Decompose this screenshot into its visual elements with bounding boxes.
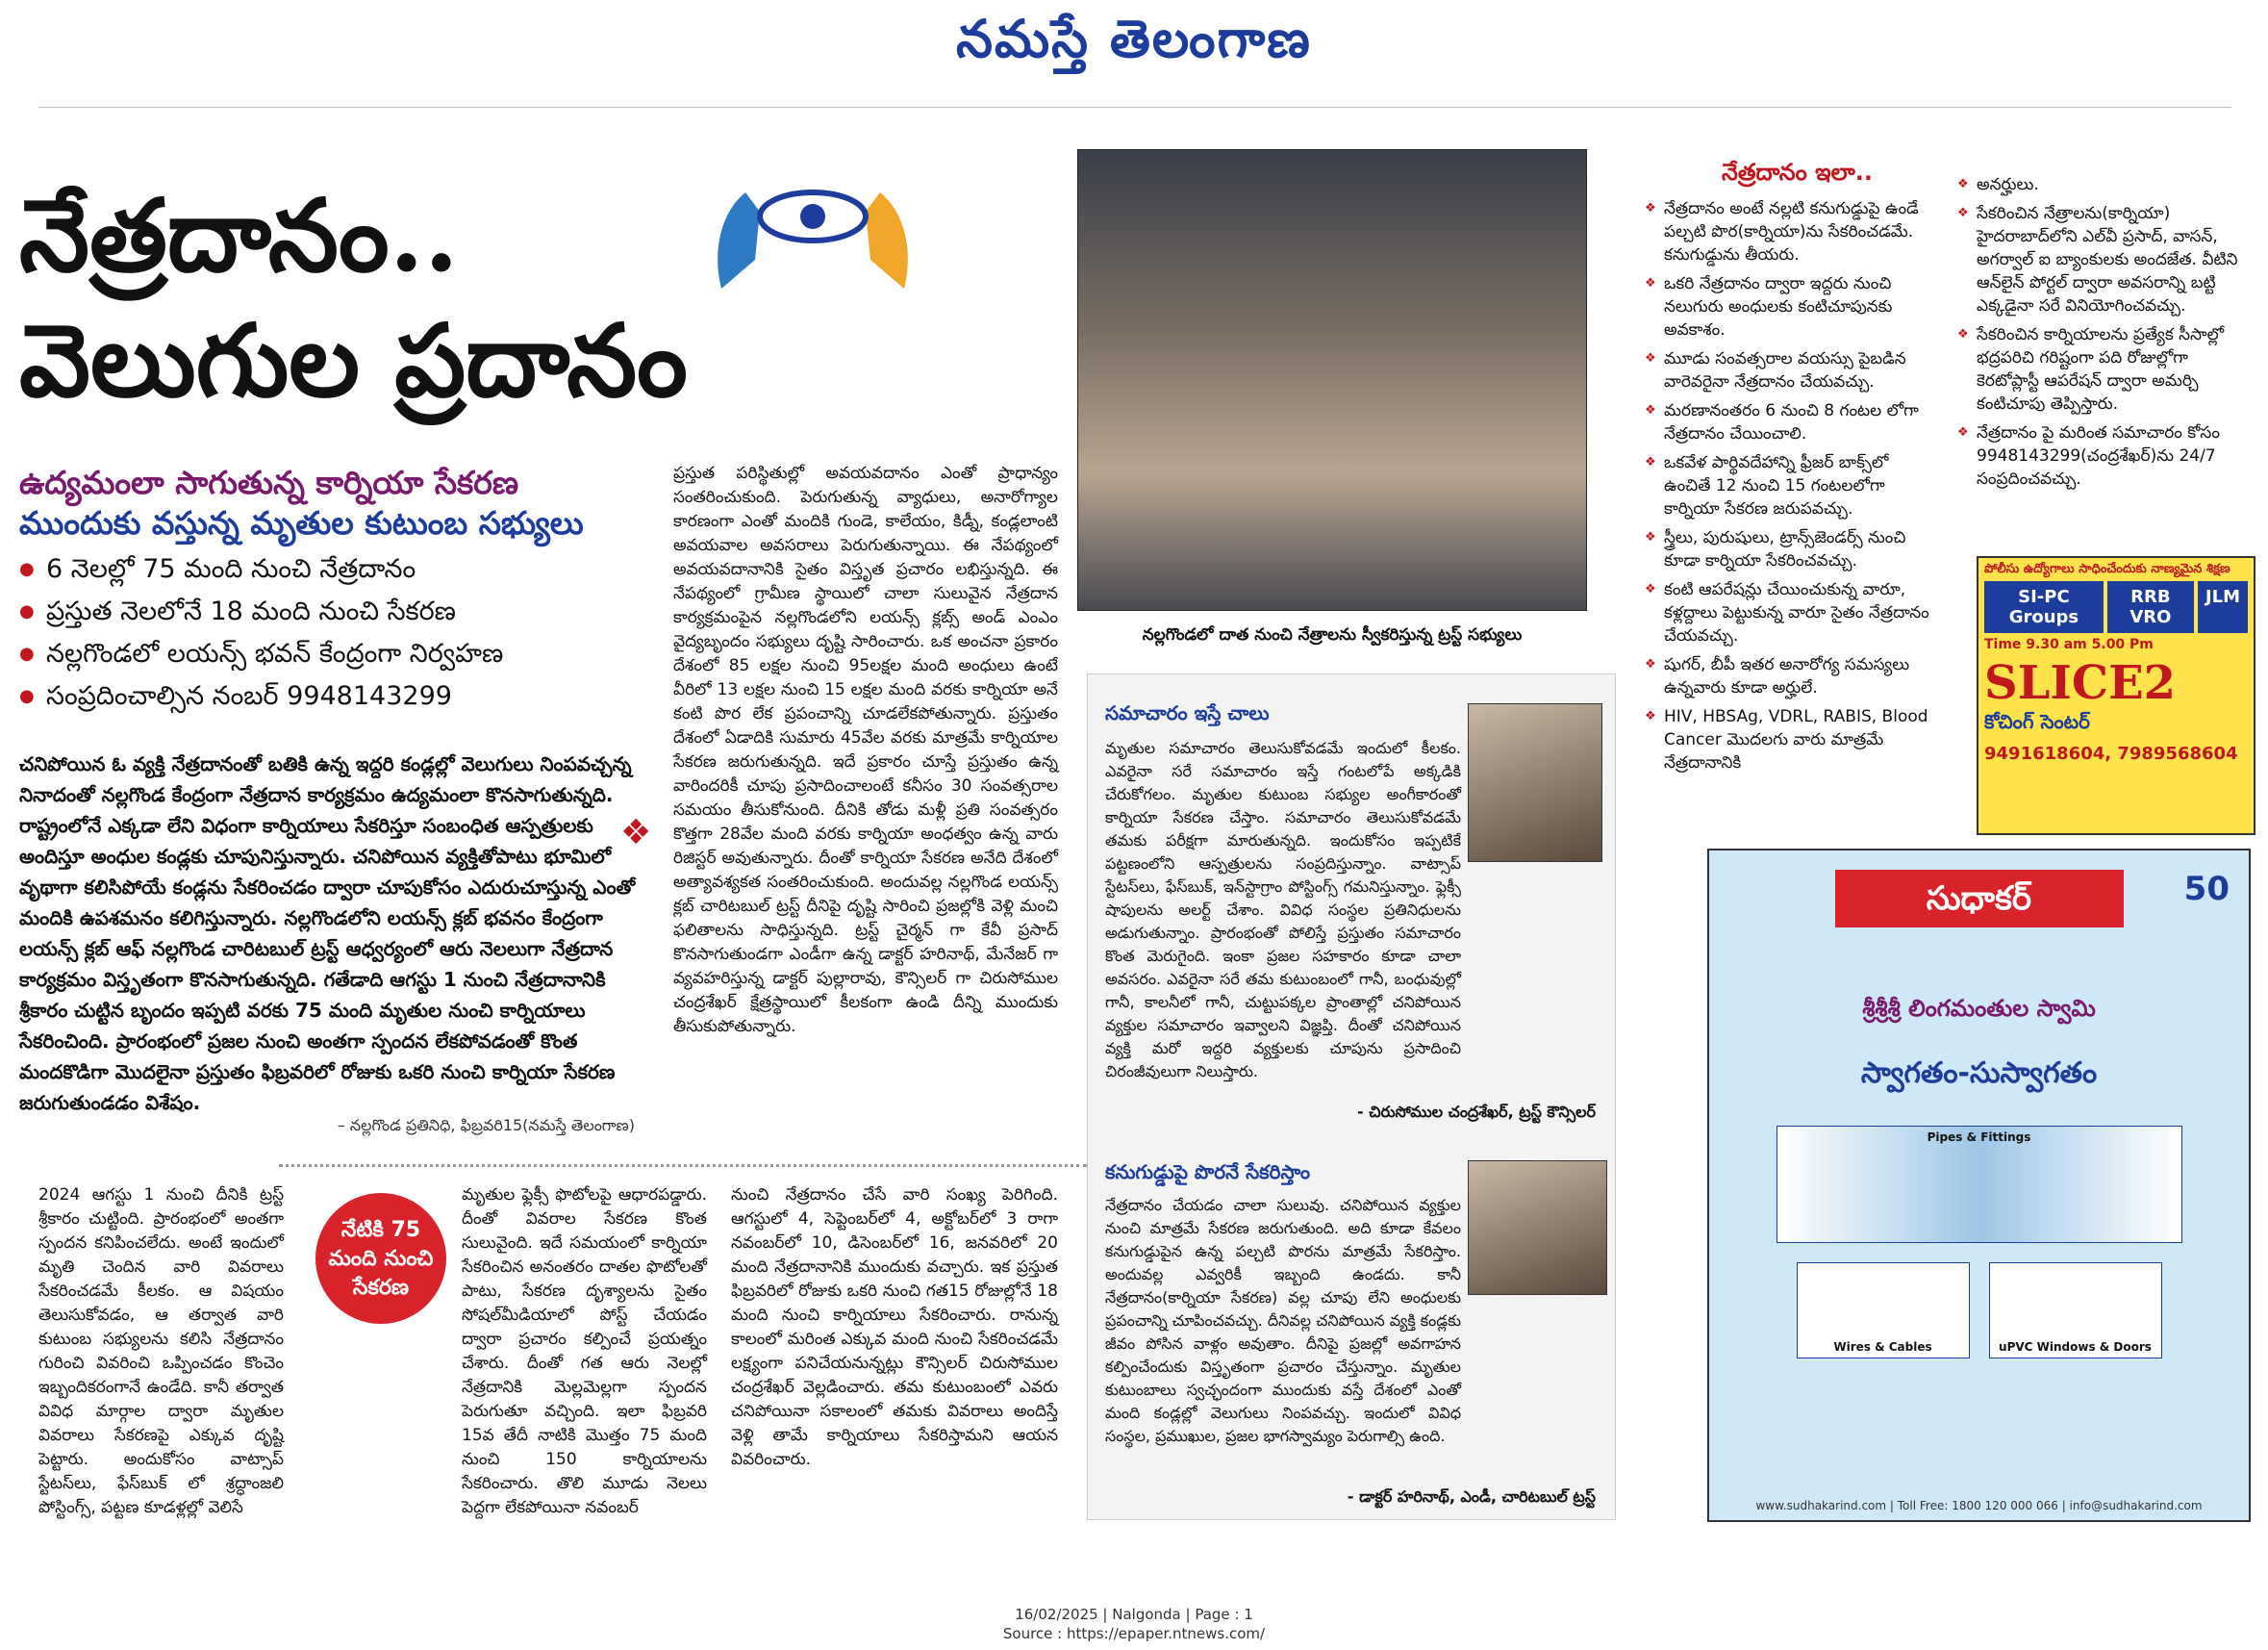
bullet-item: ● నల్లగొండలో లయన్స్ భవన్ కేంద్రంగా నిర్వహణ xyxy=(19,633,654,675)
dotted-divider xyxy=(279,1164,1087,1167)
list-item: ❖ నేత్రదానం పై మరింత సమాచారం కోసం 9948143299(చంద్రశేఖర్)ను 24/7 సంప్రదించవచ్చు. xyxy=(1957,421,2246,491)
netradanam-title: నేత్రదానం ఇలా.. xyxy=(1722,159,1874,186)
article-column-bottom-1: 2024 ఆగస్టు 1 నుంచి దీనికి ట్రస్ట్ శ్రీకారం చుట్టింది. ప్రారంభంలో అంతగా స్పందన కనిపించలేదు. అంటే ఇందులో మృతి చెందిన వారి వివరాలు సేకరించడమే కీలకం. ఆ విషయం తెలుసుకోవడం, ఆ తర్వాత వారి కుటుంబ సభ్యులను కలిసి నేత్రదానం గురించి వివరించి ఒప్పించడం కొంచెం ఇబ్బందికరంగానే ఉండేది. కానీ తర్వాత వివిధ మార్గాల ద్వారా మృతుల వివరాలు సేకరణపై ఎక్కువ దృష్టి పెట్టారు. అందుకోసం వాట్సాప్ స్టేటస్‌లు, ఫేస్‌బుక్ లో శ్రద్ధాంజలి పోస్టింగ్స్, పట్టణ కూడళ్లల్లో వెలిసే xyxy=(38,1185,284,1517)
ad-time: Time 9.30 am 5.00 Pm xyxy=(1984,637,2154,652)
list-item: ❖ ఒకరి నేత్రదానం ద్వారా ఇద్దరు నుంచి నలుగురు అంధులకు కంటిచూపునకు అవకాశం. xyxy=(1645,272,1933,342)
ad-brand: సుధాకర్ xyxy=(1835,870,2124,927)
headline-line-1: నేత్రదానం.. xyxy=(19,176,460,294)
highlight-bullets xyxy=(19,548,654,718)
list-item: ❖ మూడు సంవత్సరాల వయస్సు పైబడిన వారెవరైనా నేత్రదానం చేయవచ్చు. xyxy=(1645,347,1933,393)
ad-logo-sub: కోచింగ్ సెంటర్ xyxy=(1984,710,2090,733)
byline: – నల్లగొండ ప్రతినిధి, ఫిబ్రవరి15(నమస్తే తెలంగాణ) xyxy=(337,1116,635,1134)
ad-title-1: శ్రీశ్రీశ్రీ లింగమంతుల స్వామి xyxy=(1862,995,2096,1022)
list-item: ❖ కంటి ఆపరేషన్లు చేయించుకున్న వారూ, కళ్లద్దాలు పెట్టుకున్న వారూ సైతం నేత్రదానం చేయవచ్చు. xyxy=(1645,578,1933,647)
ad-product-tile: Wires & Cables xyxy=(1797,1262,1970,1358)
list-item: ❖ స్త్రీలు, పురుషులు, ట్రాన్స్‌జెండర్స్ నుంచి కూడా కార్నియా సేకరించవచ్చు. xyxy=(1645,526,1933,572)
list-item: ❖ సేకరించిన నేత్రాలను(కార్నియా) హైదరాబాద్‌లోని ఎల్‌వీ ప్రసాద్, వాసన్, అగర్వాల్ ఐ బ్యాంకులకు అందజేత. వీటిని ఆన్‌లైన్ పోర్టల్ ద్వారా అవసరాన్ని బట్టి ఎక్కడైనా సరే వినియోగించవచ్చు. xyxy=(1957,202,2246,317)
ad-years: 50 xyxy=(2183,870,2230,908)
quote-box xyxy=(1087,673,1616,1520)
subhead-2: ముందుకు వస్తున్న మృతుల కుటుంబ సభ్యులు xyxy=(19,504,584,542)
footer-date-line: 16/02/2025 | Nalgonda | Page : 1 xyxy=(1015,1606,1253,1623)
slice-coaching-ad xyxy=(1977,556,2255,835)
chip-label: SI-PC Groups xyxy=(1984,581,2104,633)
box-title-2: కనుగుడ్డుపై పొరనే సేకరిస్తాం xyxy=(1105,1160,1310,1183)
netradanam-list-2 xyxy=(1957,173,2246,496)
intro-paragraph: చనిపోయిన ఓ వ్యక్తి నేత్రదానంతో బతికి ఉన్న ఇద్దరి కండ్లల్లో వెలుగులు నింపవచ్చన్న నినాదంతో నల్లగొండ కేంద్రంగా నేత్రదాన కార్యక్రమం ఉద్యమంలా కొనసాగుతున్నది. రాష్ట్రంలోనే ఎక్కడా లేని విధంగా కార్నియాలు సేకరిస్తూ సంబంధిత ఆస్పత్రులకు అందిస్తూ అంధుల కండ్లకు చూపునిస్తున్నారు. చనిపోయిన వ్యక్తితోపాటు భూమిలో వృథాగా కలిసిపోయే కండ్లను సేకరించడం ద్వారా చూపుకోసం ఎదురుచూస్తున్న ఎంతో మందికి ఉపశమనం కలిగిస్తున్నారు. నల్లగొండలోని లయన్స్ క్లబ్ భవనం కేంద్రంగా లయన్స్ క్లబ్ ఆఫ్ నల్లగొండ చారిటబుల్ ట్రస్ట్ ఆధ్వర్యంలో ఆరు నెలలుగా నేత్రదాన కార్యక్రమం విస్తృతంగా కొనసాగుతున్నది. గతేడాది ఆగస్టు 1 నుంచి నేత్రదానానికి శ్రీకారం చుట్టిన బృందం ఇప్పటి వరకు 75 మంది మృతుల నుంచి కార్నియాలు సేకరించింది. ప్రారంభంలో ప్రజల నుంచి అంతగా స్పందన లేకపోవడంతో కొంత మందకొడిగా మొదలైనా ప్రస్తుతం ఫిబ్రవరిలో రోజుకు ఒకరి నుంచి కార్నియా సేకరణ జరుగుతుండడం విశేషం. xyxy=(19,752,636,1114)
ad-pipes-image xyxy=(1777,1126,2182,1243)
ad-phones: 9491618604, 7989568604 xyxy=(1984,744,2238,764)
ad-footer: www.sudhakarind.com | Toll Free: 1800 120 000 066 | info@sudhakarind.com xyxy=(1755,1499,2203,1512)
article-column-mid: ప్రస్తుత పరిస్థితుల్లో అవయవదానం ఎంతో ప్రాధాన్యం సంతరించుకుంది. పెరుగుతున్న వ్యాధులు, అనారోగ్యాల కారణంగా ఎంతో మందికి గుండె, కాలేయం, కిడ్నీ, కండ్లలాంటి అవయవాల అవసరాలు పెరుగుతున్నాయి. ఈ నేపథ్యంలో అవయవదానానికి సైతం విస్తృత ప్రచారం లభిస్తున్నది. ఈ నేపథ్యంలో గ్రామీణ స్థాయిలో చాలా సులువైన నేత్రదాన కార్యక్రమంపైన నల్లగొండలోని లయన్స్ క్లబ్స్ అండ్ ఎంఎం వైద్యబృందం సభ్యులు దృష్టి సారించారు. ఒక అంచనా ప్రకారం దేశంలో 85 లక్షల నుంచి 95లక్షల మంది అంధులు ఉంటే వీరిలో 13 లక్షల నుంచి 15 లక్షల మంది వరకు కార్నియా అనే కంటి పొర లేక ప్రపంచాన్ని చూడలేకపోతున్నారు. ప్రస్తుతం దేశంలో ఏడాదికి సుమారు 45వేల వరకు మాత్రమే కార్నియాల సేకరణ జరుగుతున్నది. ఇదే ప్రకారం చూస్తే ప్రస్తుతం ఉన్న వారిందరికీ చూపు ప్రసాదించాలంటే కనీసం 30 సంవత్సరాల సమయం తీసుకోనుంది. దీనికి తోడు మళ్లీ ప్రతి సంవత్సరం కొత్తగా 28వేల మంది వరకు కార్నియా అంధత్వం ఉన్న వారు రిజిస్టర్ అవుతున్నారు. దీంతో కార్నియా సేకరణ అనేది దేశంలో అత్యావశ్యకత సంతరించుకుంది. అందువల్ల నల్లగొండ లయన్స్ క్లబ్ చారిటబుల్ ట్రస్ట్ దీనిపై దృష్టి సారించి ప్రజల్లోకి వెళ్లి మంచి ఫలితాలను సాధిస్తున్నది. ట్రస్ట్ చైర్మన్ గా కేవీ ప్రసాద్ కొనసాగుతుండగా ఎండీగా ఉన్న డాక్టర్ హరినాథ్, మేనేజర్ గా వ్యవహరిస్తున్న డాక్టర్ పుల్లారావు, కౌన్సిలర్ గా చిరుసోముల చంద్రశేఖర్ క్షేత్రస్థాయిలో కీలకంగా ఉండి దీన్ని ముందుకు తీసుకుపోతున్నారు. xyxy=(673,464,1058,1036)
ad-strip: పోలీసు ఉద్యోగాలు సాధించేందుకు నాణ్యమైన శిక్షణ xyxy=(1984,562,2230,576)
list-item: ❖ HIV, HBSAg, VDRL, RABIS, Blood Cancer మొదలగు వారు మాత్రమే నేత్రదానానికి xyxy=(1645,705,1933,774)
ad-pipes-label: Pipes & Fittings xyxy=(1927,1130,2031,1144)
list-item: ❖ నేత్రదానం అంటే నల్లటి కనుగుడ్డుపై ఉండే పల్చటి పొర(కార్నియా)ను సేకరించడమే. కనుగుడ్డును తీయరు. xyxy=(1645,197,1933,267)
page-footer xyxy=(0,1605,2268,1643)
ad-title-2: స్వాగతం-సుస్వాగతం xyxy=(1860,1056,2098,1090)
ad-logo: SLICE2 xyxy=(1984,656,2177,710)
bullet-item: ● సంప్రదించాల్సిన నంబర్ 9948143299 xyxy=(19,675,654,718)
masthead: నమస్తే తెలంగాణ xyxy=(956,8,1312,69)
count-badge: నేటికి 75 మంది నుంచి సేకరణ xyxy=(315,1193,446,1324)
photo-caption: నల్లగొండలో దాత నుంచి నేత్రాలను స్వీకరిస్తున్న ట్రస్ట్ సభ్యులు xyxy=(1142,625,1523,645)
ad-course-chips xyxy=(1978,581,2254,633)
box-title-1: సమాచారం ఇస్తే చాలు xyxy=(1105,701,1270,724)
list-item: ❖ ఒకవేళ పార్థివదేహాన్ని ఫ్రీజర్ బాక్స్‌లో ఉంచితే 12 నుంచి 15 గంటలలోగా కార్నియా సేకరణ జరుపవచ్చు. xyxy=(1645,451,1933,520)
portrait-photo xyxy=(1468,1160,1607,1295)
box-sig-1: - చిరుసోముల చంద్రశేఖర్, ట్రస్ట్ కౌన్సిలర్ xyxy=(1357,1103,1596,1121)
box-sig-2: - డాక్టర్ హరినాథ్, ఎండీ, చారిటబుల్ ట్రస్ట్ xyxy=(1347,1487,1596,1506)
headline-line-2: వెలుగుల ప్రదానం xyxy=(19,301,688,419)
footer-source-link[interactable]: Source : https://epaper.ntnews.com/ xyxy=(1002,1625,1266,1642)
cut-line xyxy=(38,89,2231,108)
bullet-item: ● 6 నెలల్లో 75 మంది నుంచి నేత్రదానం xyxy=(19,548,654,591)
list-item: ❖ మరణానంతరం 6 నుంచి 8 గంటల లోగా నేత్రదానం చేయించాలి. xyxy=(1645,399,1933,445)
chip-label: RRB VRO xyxy=(2107,581,2194,633)
list-item: ❖ సేకరించిన కార్నియాలను ప్రత్యేక సీసాల్లో భద్రపరిచి గరిష్టంగా పది రోజుల్లోగా కెరటోప్లాస్టీ ఆపరేషన్ ద్వారా అమర్చి కంటిచూపు తెప్పిస్తారు. xyxy=(1957,323,2246,416)
article-column-bottom-3: నుంచి నేత్రదానం చేసే వారి సంఖ్య పెరిగింది. ఆగస్టులో 4, సెప్టెంబర్‌లో 4, అక్టోబర్‌లో 3 రాగా నవంబర్‌లో 10, డిసెంబర్‌లో 16, జనవరిలో 20 మంది నేత్రదానానికి ముందుకు వచ్చారు. ఇక ప్రస్తుత ఫిబ్రవరిలో రోజుకు ఒకరి నుంచి గత15 రోజుల్లోనే 18 మంది నుంచి కార్నియాలు సేకరించారు. రానున్న కాలంలో మరింత ఎక్కువ మంది నుంచి సేకరించడమే లక్ష్యంగా పనిచేయనున్నట్లు కౌన్సిలర్ చిరుసోముల చంద్రశేఖర్ వెల్లడించారు. తమ కుటుంబంలో ఎవరు చనిపోయినా సకాలంలో తమకు వివరాలు అందిస్తే వెళ్లి తామే కార్నియాలు సేకరిస్తామని ఆయన వివరించారు. xyxy=(731,1185,1058,1469)
sudhakar-ad xyxy=(1707,849,2251,1522)
ornament-icon: ❖ xyxy=(620,813,652,852)
ad-product-tile: uPVC Windows & Doors xyxy=(1989,1262,2162,1358)
bullet-item: ● ప్రస్తుత నెలలోనే 18 మంది నుంచి సేకరణ xyxy=(19,591,654,633)
box-body-2: నేత్రదానం చేయడం చాలా సులువు. చనిపోయిన వ్యక్తుల నుంచి మాత్రమే సేకరణ జరుగుతుంది. అది కూడా కేవలం కనుగుడ్డుపైన ఉన్న పల్చటి పొరను మాత్రమే సేకరిస్తాం. అందువల్ల ఎవ్వరికీ ఇబ్బంది ఉండదు. కానీ నేత్రదానం(కార్నియా సేకరణ) వల్ల చూపు లేని అంధులకు ప్రపంచాన్ని చూపించవచ్చు. దీనివల్ల చనిపోయిన వ్యక్తి కండ్లకు జీవం పోసిన వాళ్లం అవుతాం. దీనిపై ప్రజల్లో అవగాహన కల్పించేందుకు విస్తృతంగా ప్రచారం చేస్తున్నాం. మృతుల కుటుంబాలు స్వచ్ఛందంగా ముందుకు వస్తే దేశంలో ఎంతో మంది కండ్లల్లో వెలుగులు నింపవచ్చు. ఇందులో వివిధ సంస్థల, ప్రముఖుల, ప్రజల భాగస్వామ్యం పెరుగాల్సి ఉంది. xyxy=(1105,1196,1461,1445)
list-item: ❖ అనర్హులు. xyxy=(1957,173,2246,196)
chip-label: JLM xyxy=(2198,581,2248,633)
eye-hands-icon xyxy=(702,173,923,298)
list-item: ❖ షుగర్, బీపీ ఇతర అనారోగ్య సమస్యలు ఉన్నవారు కూడా అర్హులే. xyxy=(1645,653,1933,699)
subhead-1: ఉద్యమంలా సాగుతున్న కార్నియా సేకరణ xyxy=(19,464,519,501)
article-column-bottom-2: మృతుల ఫ్లెక్సీ ఫొటోలపై ఆధారపడ్డారు. దీంతో వివరాల సేకరణ కొంత సులువైంది. ఇదే సమయంలో కార్నియా సేకరించిన అనంతరం దాతల ఫొటోలతో పాటు, సేకరణ దృశ్యాలను సైతం సోషల్‌మీడియాలో పోస్ట్ చేయడం ద్వారా ప్రచారం కల్పించే ప్రయత్నం చేశారు. దీంతో గత ఆరు నెలల్లో నేత్రదానికి మెల్లమెల్లగా స్పందన పెరుగుతూ వచ్చింది. ఇలా ఫిబ్రవరి 15వ తేదీ నాటికి మొత్తం 75 మంది నుంచి 150 కార్నియాలను సేకరించారు. తొలి మూడు నెలలు పెద్దగా లేకపోయినా నవంబర్ xyxy=(462,1185,707,1517)
portrait-photo xyxy=(1468,703,1602,862)
box-body-1: మృతుల సమాచారం తెలుసుకోవడమే ఇందులో కీలకం. ఎవరైనా సరే సమాచారం ఇస్తే గంటలోపే అక్కడికి చేరుకోగలం. మృతుల కుటుంబ సభ్యుల అంగీకారంతో కార్నియా సేకరణ చేస్తాం. సమాచారం తెలుసుకోవడమే తమకు పరీక్షగా మారుతున్నది. ఇందుకోసం ఇప్పటికే పట్టణంలోని ఆస్పత్రులను సంప్రదిస్తున్నాం. వాట్సాప్ స్టేటస్‌లు, ఫేస్‌బుక్, ఇన్‌స్టాగ్రాం పోస్టింగ్స్ గమనిస్తున్నాం. ఫ్లెక్సీ షాపులను అలర్ట్ చేశాం. వివిధ సంస్థల ప్రతినిధులను అడుగుతున్నాం. ప్రారంభంతో పోలిస్తే ప్రస్తుతం సమాచారం కొంత మెరుగైంది. ఇంకా ప్రజల సహకారం కూడా చాలా అవసరం. ఎవరైనా సరే తమ కుటుంబంలో గానీ, బంధువుల్లో గానీ, కాలనీలో గానీ, చుట్టుపక్కల ప్రాంతాల్లో చనిపోయిన వ్యక్తుల సమాచారం ఇవ్వాలని విజ్ఞప్తి. దీంతో చనిపోయిన వ్యక్తి మరో ఇద్దరి వ్యక్తులకు చూపును ప్రసాదించి చిరంజీవులుగా నిలుస్తారు. xyxy=(1105,739,1461,1080)
ad-product-row xyxy=(1709,1262,2249,1358)
news-photo xyxy=(1077,149,1587,611)
netradanam-list-1 xyxy=(1645,197,1933,780)
